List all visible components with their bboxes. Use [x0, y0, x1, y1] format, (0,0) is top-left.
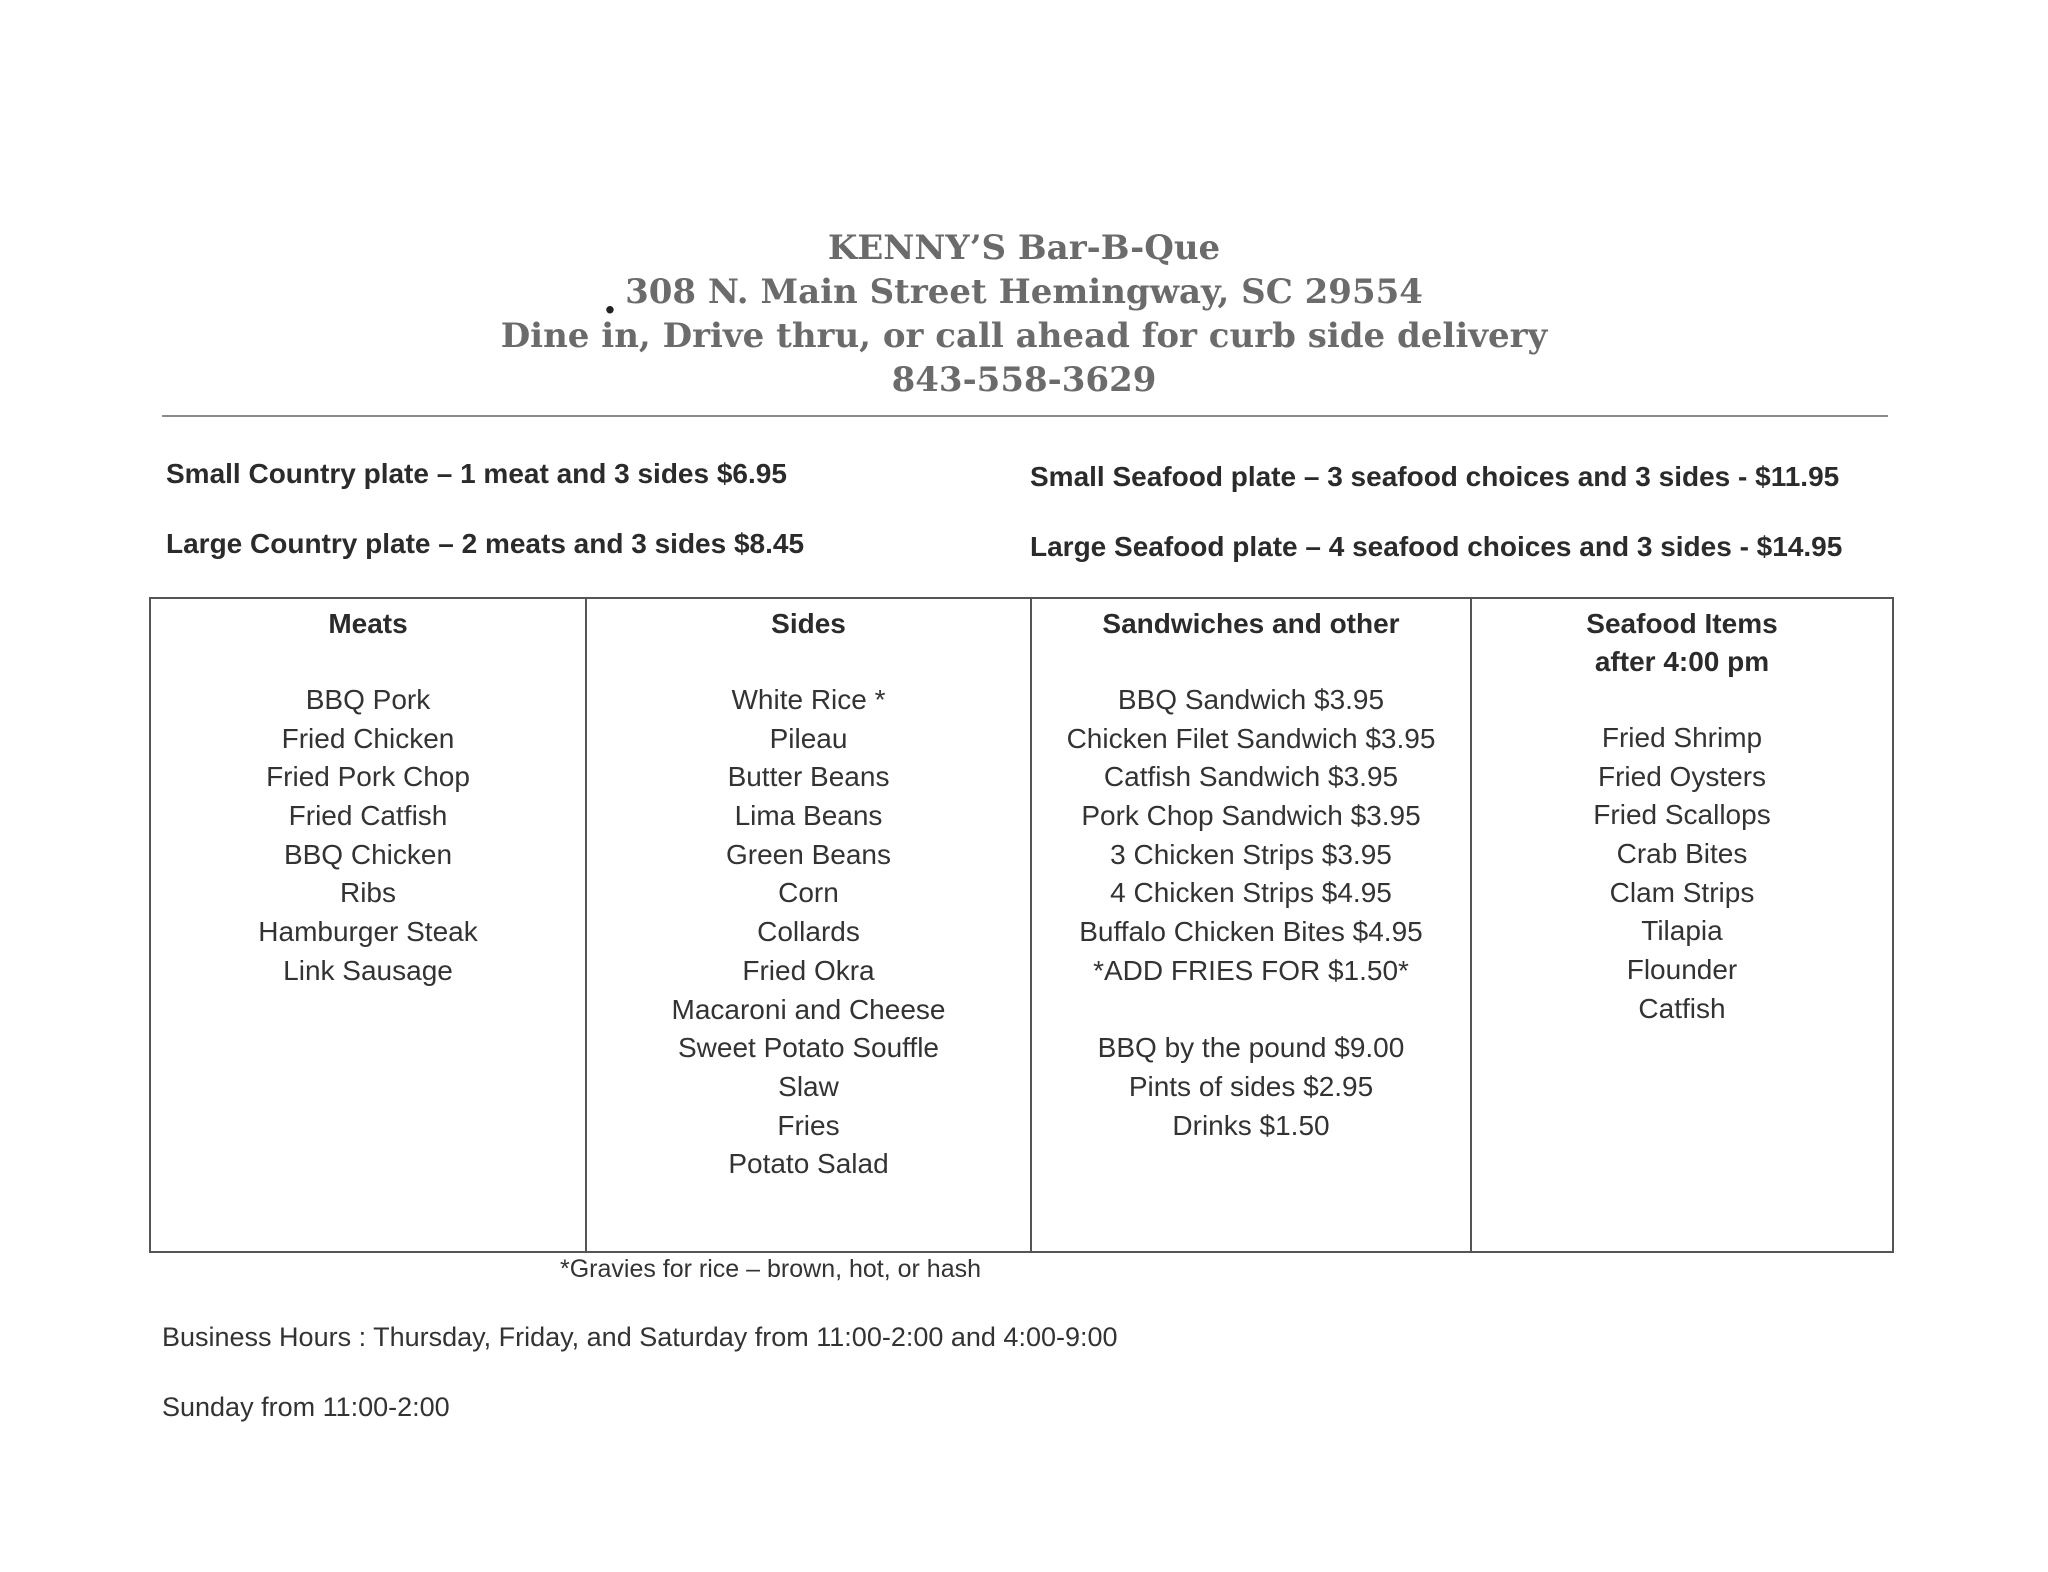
restaurant-header: [0, 226, 2048, 402]
sides-item: Slaw: [778, 1070, 839, 1102]
sandwiches-item: 3 Chicken Strips $3.95: [1110, 838, 1392, 870]
sides-item: Lima Beans: [734, 800, 883, 832]
sandwiches-item: BBQ by the pound $9.00: [1097, 1032, 1405, 1064]
sides-item: Collards: [757, 916, 860, 948]
sandwiches-item: Pork Chop Sandwich $3.95: [1081, 800, 1421, 832]
sandwiches-item: Pints of sides $2.95: [1128, 1070, 1374, 1102]
header-divider: [162, 415, 1888, 417]
sides-item: Macaroni and Cheese: [671, 993, 946, 1025]
sides-item: White Rice *: [731, 684, 886, 715]
meats-item: BBQ Chicken: [283, 838, 453, 870]
meats-item: Fried Catfish: [288, 800, 448, 832]
sides-item: Butter Beans: [727, 761, 890, 793]
meats-item: BBQ Pork: [305, 684, 431, 715]
seafood-item: Clam Strips: [1609, 876, 1755, 908]
restaurant-name: KENNY’S Bar-B-Que: [827, 228, 1221, 268]
seafood-item: Tilapia: [1641, 915, 1723, 947]
menu-table: [149, 597, 1894, 1253]
seafood-item: Catfish: [1638, 992, 1726, 1024]
seafood-item: Fried Scallops: [1593, 799, 1771, 831]
small-country-plate: Small Country plate – 1 meat and 3 sides $6.95: [166, 458, 787, 489]
seafood-item: Fried Shrimp: [1601, 722, 1763, 753]
large-seafood-plate: Large Seafood plate – 4 seafood choices and 3 sides - $14.95: [1030, 531, 1843, 562]
sandwiches-item: BBQ Sandwich $3.95: [1117, 684, 1385, 715]
sandwiches-list: [1032, 681, 1470, 1145]
sandwiches-item: 4 Chicken Strips $4.95: [1110, 877, 1392, 909]
sides-item: Potato Salad: [728, 1148, 889, 1180]
sandwiches-item: Catfish Sandwich $3.95: [1103, 761, 1399, 793]
sandwiches-item: [1032, 991, 1470, 1030]
small-seafood-plate: Small Seafood plate – 3 seafood choices and 3 sides - $11.95: [1030, 461, 1840, 492]
seafood-heading: Seafood Items: [1586, 608, 1778, 639]
sandwiches-heading: Sandwiches and other: [1102, 608, 1400, 639]
business-hours: Business Hours : Thursday, Friday, and Saturday from 11:00-2:00 and 4:00-9:00: [162, 1322, 1118, 1352]
sides-column: [587, 599, 1032, 1251]
seafood-column: [1472, 599, 1892, 1251]
sides-item: Pileau: [769, 722, 848, 754]
sandwiches-item: Chicken Filet Sandwich $3.95: [1066, 722, 1436, 754]
restaurant-address: 308 N. Main Street Hemingway, SC 29554: [625, 272, 1423, 312]
sides-item: Fries: [777, 1109, 840, 1141]
sides-item: Corn: [778, 877, 839, 909]
seafood-list: [1472, 719, 1892, 1029]
sides-item: Green Beans: [726, 838, 891, 870]
seafood-item: Fried Oysters: [1597, 760, 1767, 792]
meats-column: [151, 599, 587, 1251]
large-country-plate: Large Country plate – 2 meats and 3 sides $8.45: [166, 528, 805, 559]
seafood-item: Flounder: [1626, 954, 1738, 986]
sides-list: [587, 681, 1030, 1184]
meats-list: [151, 681, 585, 991]
seafood-subheading: after 4:00 pm: [1594, 646, 1770, 677]
sandwiches-item: Buffalo Chicken Bites $4.95: [1079, 916, 1423, 948]
meats-item: Fried Pork Chop: [266, 761, 470, 793]
meats-item: Ribs: [339, 877, 396, 909]
sandwiches-column: [1032, 599, 1472, 1251]
meats-item: Hamburger Steak: [258, 916, 478, 948]
sides-item: Fried Okra: [742, 954, 875, 986]
seafood-item: Crab Bites: [1616, 838, 1748, 870]
sides-item: Sweet Potato Souffle: [678, 1032, 939, 1064]
sandwiches-item: Drinks $1.50: [1172, 1109, 1330, 1141]
service-options: Dine in, Drive thru, or call ahead for curb side delivery: [500, 316, 1548, 356]
phone-number: 843-558-3629: [891, 360, 1157, 400]
meats-heading: Meats: [328, 608, 408, 639]
meats-item: Link Sausage: [283, 954, 453, 986]
gravy-footnote: *Gravies for rice – brown, hot, or hash: [560, 1255, 982, 1283]
sunday-hours: Sunday from 11:00-2:00: [162, 1392, 450, 1422]
sandwiches-item: *ADD FRIES FOR $1.50*: [1093, 954, 1409, 986]
meats-item: Fried Chicken: [281, 722, 455, 754]
stray-dot: .: [603, 276, 617, 323]
sides-heading: Sides: [771, 608, 846, 639]
